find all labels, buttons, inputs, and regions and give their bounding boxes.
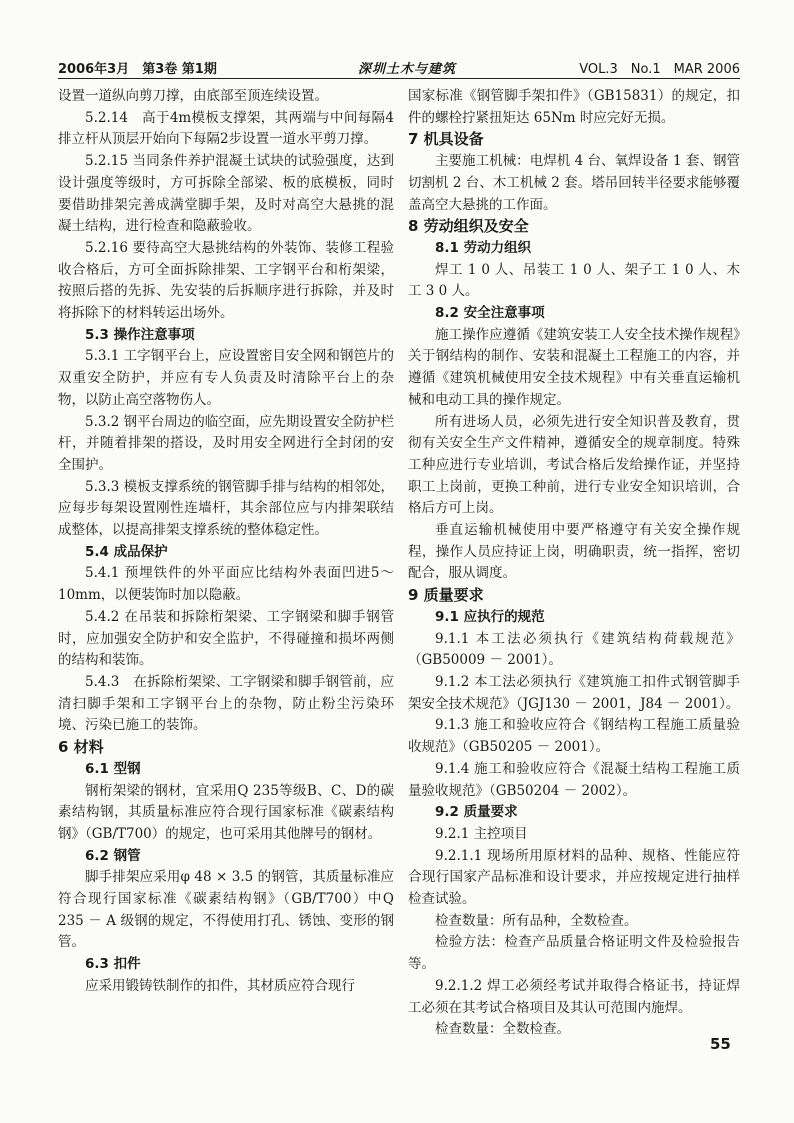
journal-issue-info: 2006年3月 第3卷 第1期 bbox=[58, 62, 217, 77]
section-heading: 7 机具设备 bbox=[408, 130, 484, 149]
paragraph: 5.3.2 钢平台周边的临空面，应先期设置安全防护栏杆，并随着排架的搭设，及时用安全网进行全封闭的安全围护。 bbox=[58, 413, 394, 473]
section-heading: 9 质量要求 bbox=[408, 586, 484, 605]
paragraph: 焊工 1 0 人、吊装工 1 0 人、架子工 1 0 人、木工 3 0 人。 bbox=[408, 261, 740, 300]
journal-title: 深圳土木与建筑 bbox=[358, 62, 457, 77]
section-heading: 6 材料 bbox=[58, 738, 104, 757]
paragraph: 9.1.3 施工和验收应符合《钢结构工程施工质量验收规范》（GB50205 － 2001）。 bbox=[408, 717, 740, 756]
subsection-heading: 5.3 操作注意事项 bbox=[85, 326, 195, 343]
volume-info: VOL.3 No.1 MAR 2006 bbox=[579, 62, 740, 77]
paragraph: 主要施工机械：电焊机 4 台、氧焊设备 1 套、钢管切割机 2 台、木工机械 2 套。塔吊回转半径要求能够覆盖高空大悬挑的工作面。 bbox=[408, 153, 740, 213]
paragraph: 5.4.3 在拆除桁架梁、工字钢梁和脚手钢管前，应清扫脚手架和工字钢平台上的杂物，防止粉尘污染环境、污染已施工的装饰。 bbox=[58, 673, 394, 734]
running-header bbox=[58, 54, 740, 79]
paragraph: 5.2.14 高于4m模板支撑架，其两端与中间每隔4排立杆从顶层开始向下每隔2步设置一道水平剪刀撑。 bbox=[58, 109, 394, 148]
subsection-heading: 6.1 型钢 bbox=[85, 760, 141, 777]
paragraph: 9.1.4 施工和验收应符合《混凝土结构工程施工质量验收规范》（GB50204 － 2002）。 bbox=[408, 760, 740, 799]
paragraph: 钢桁架梁的钢材，宜采用Q 235等级B、C、D的碳素结构钢，其质量标准应符合现行国家标准《碳素结构钢》（GB/T700）的规定，也可采用其他牌号的钢材。 bbox=[58, 782, 394, 842]
paragraph: 5.3.3 模板支撑系统的钢管脚手排与结构的相邻处，应每步每架设置刚性连墙杆，其余部位应与内排架联结成整体，以提高排架支撑系统的整体稳定性。 bbox=[58, 478, 394, 539]
subsection-heading: 8.2 安全注意事项 bbox=[435, 305, 545, 322]
subsection-heading: 5.4 成品保护 bbox=[85, 543, 168, 560]
paragraph: 5.4.1 预埋铁件的外平面应比结构外表面凹进5～10mm，以便装饰时加以隐蔽。 bbox=[58, 565, 394, 604]
paragraph: 检查数量：所有品种，全数检查。 bbox=[435, 912, 638, 929]
right-column bbox=[408, 86, 740, 1041]
subsection-heading: 9.2 质量要求 bbox=[435, 804, 518, 821]
paragraph: 9.2.1.2 焊工必须经考试并取得合格证书，持证焊工必须在其考试合格项目及其认可范围内施焊。 bbox=[408, 977, 740, 1016]
paragraph: 国家标准《钢管脚手架扣件》（GB15831）的规定，扣件的螺栓拧紧扭矩达 65Nm 时应完好无损。 bbox=[408, 88, 740, 126]
paragraph: 检查数量：全数检查。 bbox=[435, 1021, 570, 1038]
left-column bbox=[58, 86, 394, 998]
paragraph: 应采用锻铸铁制作的扣件，其材质应符合现行 bbox=[85, 977, 355, 994]
section-heading: 8 劳动组织及安全 bbox=[408, 217, 529, 236]
paragraph: 5.3.1 工字钢平台上，应设置密目安全网和钢笆片的双重安全防护，并应有专人负责及时清除平台上的杂物，以防止高空落物伤人。 bbox=[58, 348, 394, 408]
paragraph: 脚手排架应采用φ 48 × 3.5 的钢管，其质量标准应符合现行国家标准《碳素结构钢》（GB/T700）中Q 235 － A 级钢的规定，不得使用打孔、锈蚀、变形的钢管。 bbox=[58, 869, 394, 951]
page-number: 55 bbox=[710, 1035, 731, 1053]
paragraph: 9.1.2 本工法必须执行《建筑施工扣件式钢管脚手架安全技术规范》（JGJ130 － 2001，J84 － 2001）。 bbox=[408, 673, 740, 712]
paragraph: 检验方法：检查产品质量合格证明文件及检验报告等。 bbox=[408, 934, 740, 973]
subsection-heading: 9.1 应执行的规范 bbox=[435, 608, 545, 625]
paragraph: 9.1.1 本工法必须执行《建筑结构荷载规范》（GB50009 － 2001）。 bbox=[408, 630, 740, 669]
paragraph: 垂直运输机械使用中要严格遵守有关安全操作规程，操作人员应持证上岗，明确职责，统一指挥，密切配合，服从调度。 bbox=[408, 522, 740, 582]
paragraph: 5.4.2 在吊装和拆除桁架梁、工字钢梁和脚手钢管时，应加强安全防护和安全监护，不得碰撞和损坏两侧的结构和装饰。 bbox=[58, 608, 394, 669]
paragraph: 5.2.15 当同条件养护混凝土试块的试验强度，达到设计强度等级时，方可拆除全部梁、板的底模板，同时要借助排架完善成满堂脚手架，及时对高空大悬挑的混凝土结构，进行检查和隐蔽验收。 bbox=[58, 153, 394, 235]
paragraph: 5.2.16 要待高空大悬挑结构的外装饰、装修工程验收合格后，方可全面拆除排架、工字钢平台和桁架梁，按照后搭的先拆、先安装的后拆顺序进行拆除，并及时将拆除下的材料转运出场外。 bbox=[58, 239, 394, 322]
paragraph: 施工操作应遵循《建筑安装工人安全技术操作规程》关于钢结构的制作、安装和混凝土工程施工的内容，并遵循《建筑机械使用安全技术规程》中有关垂直运输机械和电动工具的操作规定。 bbox=[408, 326, 740, 408]
paragraph: 9.2.1 主控项目 bbox=[435, 825, 528, 842]
subsection-heading: 8.1 劳动力组织 bbox=[435, 239, 532, 256]
paragraph: 9.2.1.1 现场所用原材料的品种、规格、性能应符合现行国家产品标准和设计要求，并应按规定进行抽样检查试验。 bbox=[408, 847, 740, 908]
paragraph: 设置一道纵向剪刀撑，由底部至顶连续设置。 bbox=[58, 88, 328, 104]
subsection-heading: 6.3 扣件 bbox=[85, 956, 141, 973]
subsection-heading: 6.2 钢管 bbox=[85, 847, 141, 864]
paragraph: 所有进场人员，必须先进行安全知识普及教育，贯彻有关安全生产文件精神，遵循安全的规章制度。特殊工种应进行专业培训，考试合格后发给操作证，并坚持职工上岗前，更换工种前，进行专业安全知识培训，合格后方可上岗。 bbox=[408, 413, 740, 517]
